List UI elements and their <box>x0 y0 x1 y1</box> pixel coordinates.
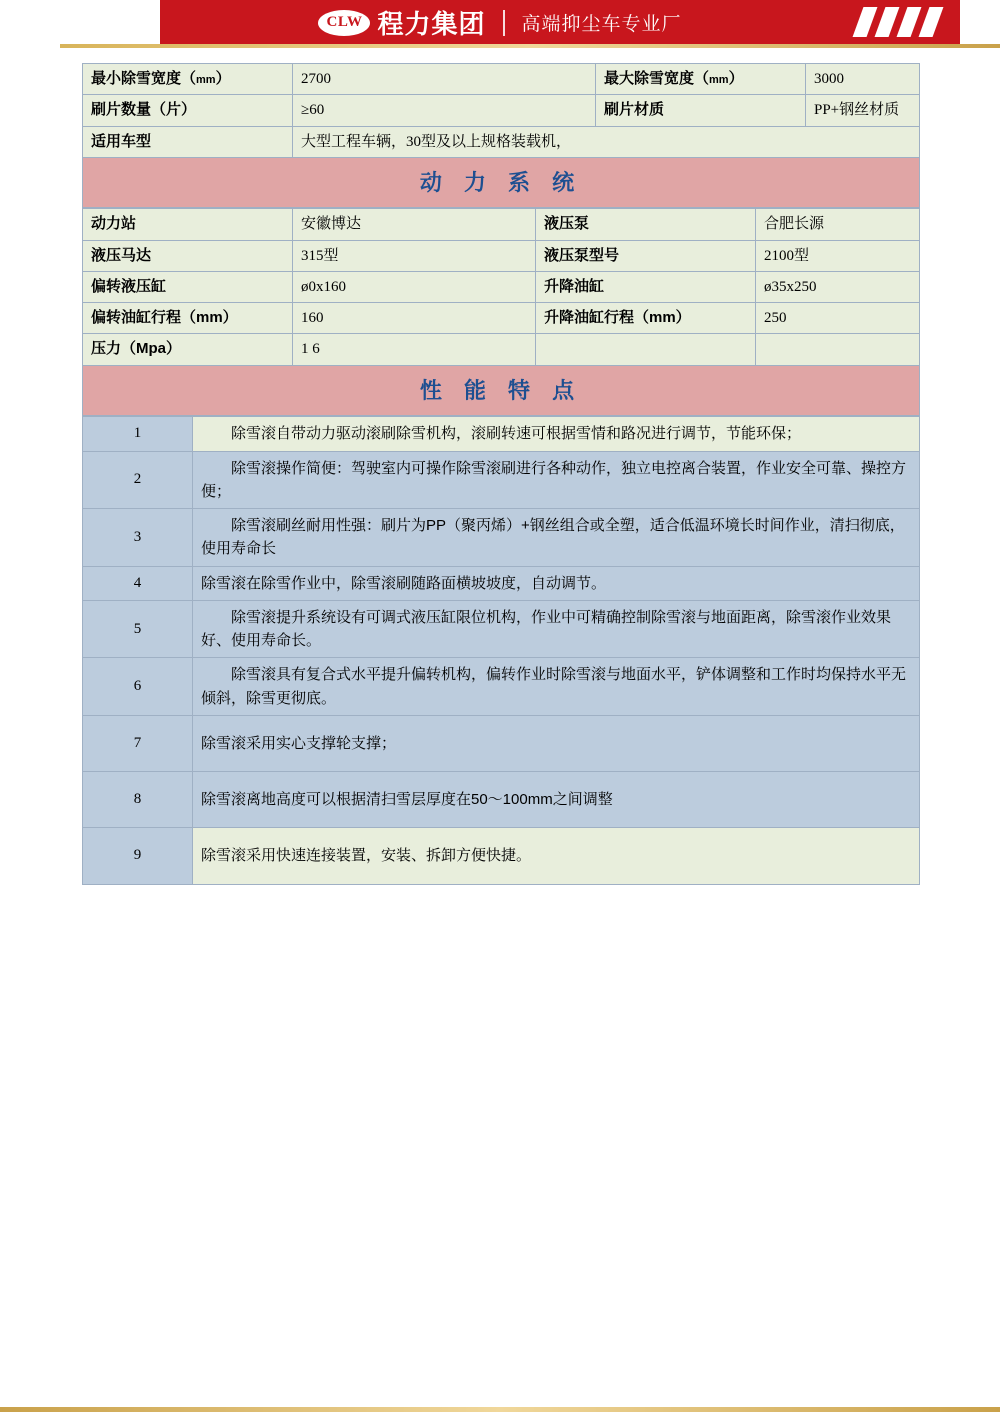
power-value-pressure: 1 6 <box>293 334 536 365</box>
power-label-motor: 液压马达 <box>83 240 293 271</box>
feature-text: 除雪滚操作简便：驾驶室内可操作除雪滚刷进行各种动作，独立电控离合装置，作业安全可靠、操控方便； <box>193 451 920 509</box>
power-label-lift-stroke: 升降油缸行程（mm） <box>536 303 756 334</box>
feature-number: 6 <box>83 658 193 716</box>
table-row <box>83 126 920 157</box>
section-title-power <box>83 157 920 208</box>
clw-logo-icon: CLW <box>318 10 370 36</box>
power-label-swing-cylinder: 偏转液压缸 <box>83 271 293 302</box>
table-row <box>83 334 920 365</box>
power-value-swing-cylinder: ø0x160 <box>293 271 536 302</box>
power-table <box>82 208 920 416</box>
footer-gold-rule <box>0 1407 1000 1412</box>
power-value-station: 安徽博达 <box>293 209 536 240</box>
spec-value-min-width: 2700 <box>293 64 596 95</box>
feature-number: 1 <box>83 417 193 451</box>
brand-divider <box>503 10 505 36</box>
power-value-pump-model: 2100型 <box>756 240 920 271</box>
list-item <box>83 566 920 600</box>
feature-number: 9 <box>83 828 193 884</box>
power-value-lift-cylinder: ø35x250 <box>756 271 920 302</box>
spec-label-brush-material: 刷片材质 <box>596 95 806 126</box>
list-item <box>83 509 920 567</box>
spec-value-max-width: 3000 <box>806 64 920 95</box>
table-row <box>83 64 920 95</box>
table-row <box>83 271 920 302</box>
table-row <box>83 95 920 126</box>
feature-number: 5 <box>83 600 193 658</box>
feature-number: 4 <box>83 566 193 600</box>
features-table <box>82 416 920 884</box>
power-value-motor: 315型 <box>293 240 536 271</box>
slash-stripes-icon <box>858 7 958 37</box>
feature-text: 除雪滚采用实心支撑轮支撑； <box>193 715 920 771</box>
feature-number: 3 <box>83 509 193 567</box>
feature-number: 7 <box>83 715 193 771</box>
power-label-pressure: 压力（Mpa） <box>83 334 293 365</box>
feature-text: 除雪滚在除雪作业中，除雪滚刷随路面横坡坡度，自动调节。 <box>193 566 920 600</box>
table-row <box>83 209 920 240</box>
brand-name: 程力集团 <box>377 9 486 39</box>
table-row <box>83 240 920 271</box>
feature-text: 除雪滚刷丝耐用性强：刷片为PP（聚丙烯）+钢丝组合或全塑，适合低温环境长时间作业，清扫彻底，使用寿命长 <box>193 509 920 567</box>
power-value-pump: 合肥长源 <box>756 209 920 240</box>
section-title-features-text: 性 能 特 点 <box>83 365 920 416</box>
power-label-lift-cylinder: 升降油缸 <box>536 271 756 302</box>
section-title-power-text: 动 力 系 统 <box>83 157 920 208</box>
spec-label-max-width: 最大除雪宽度（mm） <box>596 64 806 95</box>
power-label-pump-model: 液压泵型号 <box>536 240 756 271</box>
spec-value-vehicle-type: 大型工程车辆，30型及以上规格装载机， <box>293 126 920 157</box>
feature-text: 除雪滚采用快速连接装置，安装、拆卸方便快捷。 <box>193 828 920 884</box>
spec-sheet <box>82 63 920 885</box>
list-item <box>83 658 920 716</box>
feature-text: 除雪滚提升系统设有可调式液压缸限位机构，作业中可精确控制除雪滚与地面距离，除雪滚作业效果好、使用寿命长。 <box>193 600 920 658</box>
spec-label-min-width: 最小除雪宽度（mm） <box>83 64 293 95</box>
spec-table <box>82 63 920 208</box>
list-item <box>83 417 920 451</box>
power-value-swing-stroke: 160 <box>293 303 536 334</box>
list-item <box>83 772 920 828</box>
power-empty-cell-2 <box>756 334 920 365</box>
brand-tagline: 高端抑尘车专业厂 <box>521 14 682 35</box>
feature-number: 2 <box>83 451 193 509</box>
list-item <box>83 715 920 771</box>
power-label-pump: 液压泵 <box>536 209 756 240</box>
feature-text: 除雪滚离地高度可以根据清扫雪层厚度在50～100mm之间调整 <box>193 772 920 828</box>
list-item <box>83 828 920 884</box>
power-empty-cell-1 <box>536 334 756 365</box>
list-item <box>83 451 920 509</box>
spec-value-brush-material: PP+钢丝材质 <box>806 95 920 126</box>
feature-text: 除雪滚具有复合式水平提升偏转机构，偏转作业时除雪滚与地面水平，铲体调整和工作时均保持水平无倾斜，除雪更彻底。 <box>193 658 920 716</box>
feature-number: 8 <box>83 772 193 828</box>
spec-label-vehicle-type: 适用车型 <box>83 126 293 157</box>
feature-text: 除雪滚自带动力驱动滚刷除雪机构，滚刷转速可根据雪情和路况进行调节，节能环保； <box>193 417 920 451</box>
spec-value-brush-count: ≥60 <box>293 95 596 126</box>
page-header <box>0 0 1000 48</box>
power-value-lift-stroke: 250 <box>756 303 920 334</box>
power-label-station: 动力站 <box>83 209 293 240</box>
section-title-features <box>83 365 920 416</box>
power-label-swing-stroke: 偏转油缸行程（mm） <box>83 303 293 334</box>
brand-logo <box>318 4 681 41</box>
list-item <box>83 600 920 658</box>
header-gold-rule <box>60 44 1000 48</box>
table-row <box>83 303 920 334</box>
header-brand-group <box>0 0 1000 45</box>
spec-label-brush-count: 刷片数量（片） <box>83 95 293 126</box>
